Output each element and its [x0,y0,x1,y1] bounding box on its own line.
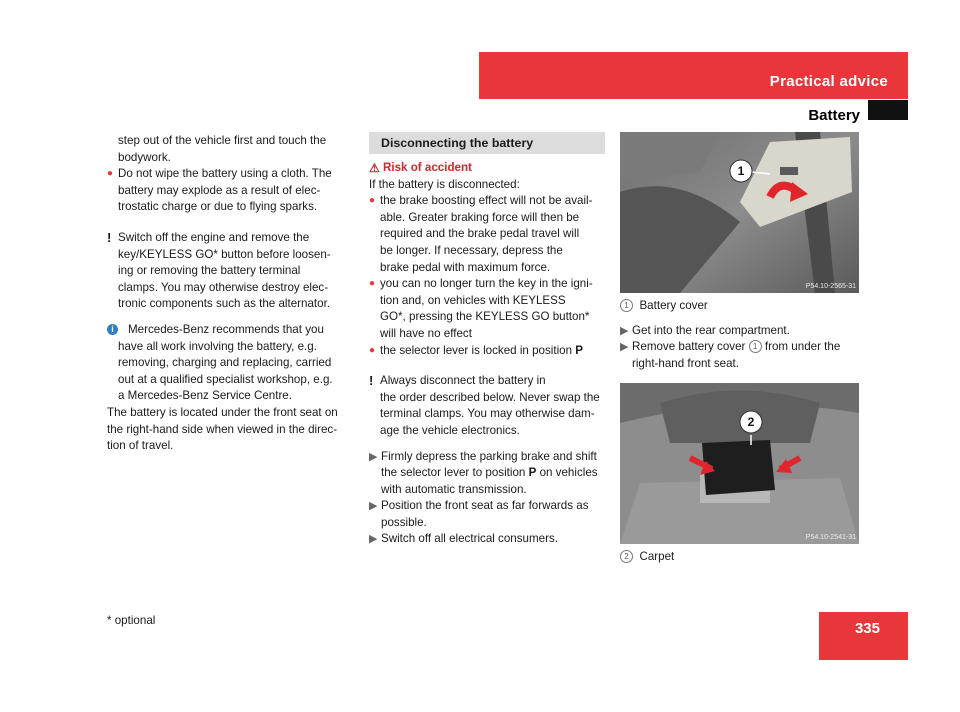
step-arrow-icon: ▶ [369,500,378,513]
text-line: step out of the vehicle first and touch the [118,134,327,147]
image-callout: 2 [747,415,755,429]
step-arrow-icon: ▶ [620,324,629,337]
callout-marker: 1 [749,340,762,353]
warning-intro: If the battery is disconnected: [369,177,520,191]
caution-note [107,230,349,313]
text-line: right-hand front seat. [632,356,739,370]
text-line: battery may explode as a result of elec- [118,183,321,197]
text-line: the order described below. Never swap the [380,390,600,404]
gear-position: P [528,466,537,480]
carpet-photo [620,383,859,544]
middle-column [369,132,605,548]
warning-bullet [369,276,605,342]
instruction-step [369,531,605,548]
warning-title-text: Risk of accident [383,161,472,174]
warning-title [369,160,605,177]
warning-bullet [369,343,605,360]
image-code: P54.10-2565-31 [805,283,856,290]
text-line: will have no effect [380,326,472,340]
text-line: Mercedes-Benz recommends that you [128,322,324,336]
footnote: * optional [107,614,156,627]
section-title: Practical advice [769,73,888,90]
text-line: trostatic charge or due to flying sparks. [118,200,318,214]
text-line: out at a qualified specialist workshop, e.g. [118,372,333,386]
exclamation-icon: ! [369,373,374,389]
battery-cover-photo [620,132,859,293]
gear-position: P [575,343,584,357]
exclamation-icon: ! [107,229,112,245]
caption-text: Battery cover [639,299,708,312]
instruction-step [620,339,860,372]
text-line: Switch off all electrical consumers. [381,532,558,546]
text-line: required and the brake pedal travel will [380,227,580,241]
page-number-box [819,612,908,660]
image-code: P54.10-2541-31 [805,534,856,541]
text-line: able. Greater braking force will then be [380,210,580,224]
text-line: the brake boosting effect will not be avail- [380,194,593,208]
info-note [107,322,349,405]
bullet-icon: ● [369,344,376,356]
text-line: clamps. You may otherwise destroy elec- [118,280,329,294]
caution-note [369,373,605,439]
location-paragraph [107,405,349,455]
text-line: from under the [764,340,841,354]
text-line: Switch off the engine and remove the [118,230,310,244]
step-arrow-icon: ▶ [369,533,378,546]
bullet-item [107,166,349,216]
text-line: ing or removing the battery terminal [118,264,301,278]
step-arrow-icon: ▶ [620,341,629,354]
text-line: tion of travel. [107,439,174,453]
text-line: a Mercedes-Benz Service Centre. [118,389,292,403]
bullet-icon: ● [369,195,376,207]
text-line: Get into the rear compartment. [632,323,790,337]
text-line: tronic components such as the alternator. [118,297,331,311]
text-line: the right-hand side when viewed in the direc- [107,422,338,436]
page-number: 335 [854,620,880,637]
text-line: Do not wipe the battery using a cloth. The [118,167,332,181]
caption-text: Carpet [639,550,675,563]
warning-bullet [369,193,605,276]
text-line: on vehicles [539,466,598,480]
text-line: possible. [381,515,427,529]
instruction-step [369,449,605,499]
right-column-text-1 [620,298,860,372]
text-line: GO*, pressing the KEYLESS GO button* [380,310,590,324]
bullet-icon: ● [107,168,114,180]
section-heading: Disconnecting the battery [369,132,605,154]
callout-marker: 2 [620,550,633,563]
text-line: Firmly depress the parking brake and shift [381,449,597,463]
text-line: Remove battery cover [632,340,746,354]
text-line: key/KEYLESS GO* button before loosen- [118,247,331,261]
subsection-title: Battery [808,107,860,124]
image-callout: 1 [737,164,745,178]
text-line: The battery is located under the front seat on [107,405,338,419]
text-line: Position the front seat as far forwards as [381,499,589,513]
text-line: the selector lever to position [381,466,526,480]
text-line: have all work involving the battery, e.g. [118,339,317,353]
text-line: Always disconnect the battery in [380,374,546,388]
text-line: with automatic transmission. [381,482,527,496]
text-line: the selector lever is locked in position [380,343,573,357]
text-line: be longer. If necessary, depress the [380,243,563,257]
text-line: brake pedal with maximum force. [380,260,551,274]
header-tab [868,100,908,120]
text-line: terminal clamps. You may otherwise dam- [380,407,595,421]
step-arrow-icon: ▶ [369,450,378,463]
info-icon: i [107,324,118,335]
left-column [107,133,349,455]
bullet-continued [107,133,349,166]
bullet-icon: ● [369,278,376,290]
text-line: age the vehicle electronics. [380,423,520,437]
text-line: tion and, on vehicles with KEYLESS [380,293,566,307]
instruction-step [620,323,860,340]
warning-icon: ⚠ [369,161,380,175]
text-line: removing, charging and replacing, carried [118,356,332,370]
text-line: bodywork. [118,150,171,164]
right-column-text-2 [620,549,860,566]
instruction-step [369,498,605,531]
callout-marker: 1 [620,299,633,312]
text-line: you can no longer turn the key in the igni- [380,277,593,291]
